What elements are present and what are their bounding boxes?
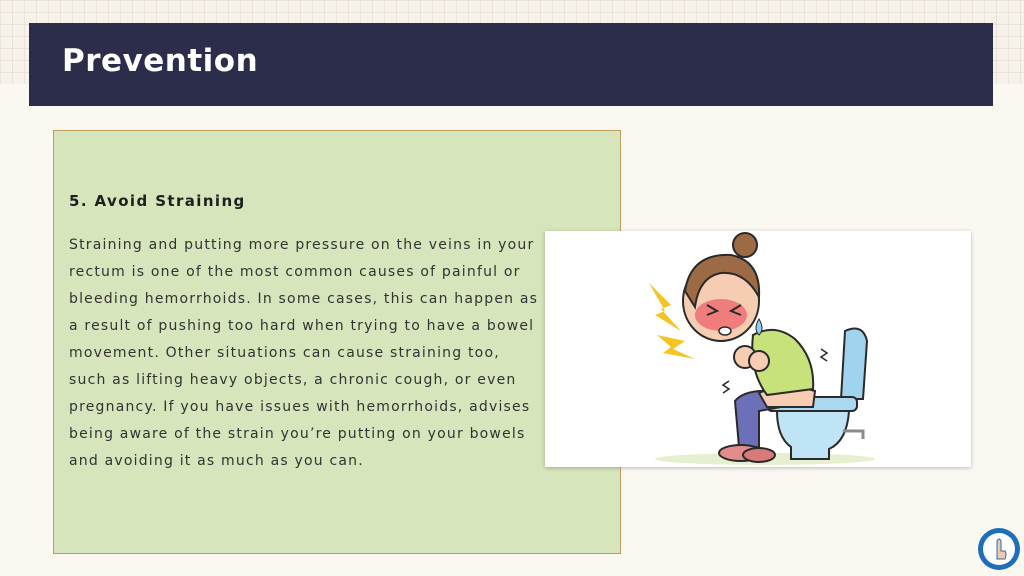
illustration-frame [545,231,971,467]
title-bar [29,23,993,106]
content-box [53,130,621,554]
slide-title: Prevention [62,43,259,79]
person-straining-on-toilet-illustration [545,231,971,467]
section-body: Straining and putting more pressure on the veins in your rectum is one of the most common causes of painful or bleeding hemorrhoids. In some cases, this can happen as a result of pushing too hard when trying to have a bowel movement. Other situations can cause straining too, such as lifting heavy objects, a chronic cough, or even pregnancy. If you have issues with hemorrhoids, advises being aware of the strain you’re putting on your bowels and avoiding it as much as you can. [69,237,539,469]
hand-finger-badge-logo [977,527,1021,571]
section-heading: 5. Avoid Straining [69,192,246,210]
